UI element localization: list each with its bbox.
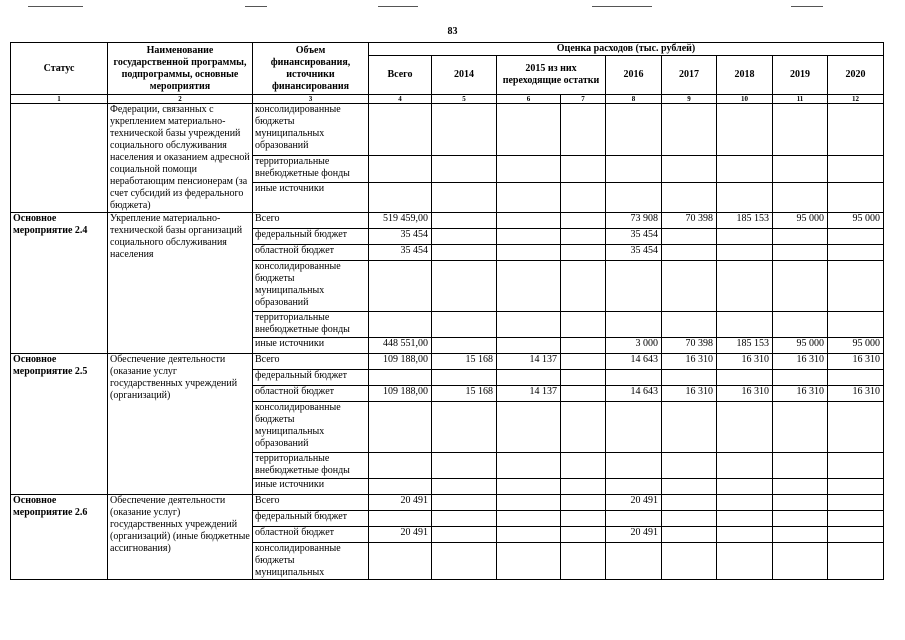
header-2015: 2015 из них переходящие остатки	[497, 56, 606, 95]
value-cell	[497, 453, 561, 479]
column-number: 12	[828, 95, 884, 104]
value-cell	[497, 527, 561, 543]
value-cell	[773, 527, 828, 543]
value-cell	[432, 527, 497, 543]
value-cell	[828, 182, 884, 212]
value-cell: 35 454	[606, 245, 662, 261]
value-cell: 70 398	[662, 338, 717, 354]
activity-name-cell: Укрепление материально-технической базы организаций социального обслуживания населения	[108, 213, 253, 354]
value-cell	[606, 261, 662, 312]
value-cell: 15 168	[432, 354, 497, 370]
value-cell	[561, 402, 606, 453]
value-cell	[561, 104, 606, 156]
value-cell: 70 398	[662, 213, 717, 229]
budget-table	[10, 42, 884, 580]
scan-line	[592, 6, 652, 7]
value-cell: 20 491	[606, 527, 662, 543]
value-cell: 35 454	[369, 245, 432, 261]
value-cell	[369, 453, 432, 479]
value-cell	[432, 453, 497, 479]
value-cell: 185 153	[717, 338, 773, 354]
funding-source-cell: территориальные внебюджетные фонды	[253, 312, 369, 338]
value-cell	[561, 511, 606, 527]
funding-source-cell: консолидированные бюджеты муниципальных	[253, 543, 369, 580]
value-cell	[662, 543, 717, 580]
table-row	[11, 213, 884, 229]
value-cell	[773, 245, 828, 261]
value-cell	[561, 245, 606, 261]
value-cell	[773, 453, 828, 479]
scan-line	[378, 6, 418, 7]
column-number: 2	[108, 95, 253, 104]
value-cell: 109 188,00	[369, 354, 432, 370]
value-cell: 35 454	[369, 229, 432, 245]
value-cell: 109 188,00	[369, 386, 432, 402]
status-cell: Основное мероприятие 2.5	[11, 354, 108, 495]
column-number: 5	[432, 95, 497, 104]
value-cell	[717, 479, 773, 495]
value-cell: 14 137	[497, 354, 561, 370]
value-cell: 16 310	[828, 354, 884, 370]
value-cell: 16 310	[773, 386, 828, 402]
value-cell	[432, 479, 497, 495]
column-number-row	[11, 95, 884, 104]
value-cell	[773, 370, 828, 386]
header-estimate: Оценка расходов (тыс. рублей)	[369, 43, 884, 56]
value-cell	[432, 543, 497, 580]
value-cell	[773, 402, 828, 453]
value-cell	[497, 213, 561, 229]
column-number: 8	[606, 95, 662, 104]
value-cell	[561, 527, 606, 543]
value-cell	[561, 213, 606, 229]
value-cell	[828, 453, 884, 479]
value-cell	[717, 402, 773, 453]
value-cell	[369, 479, 432, 495]
value-cell	[369, 370, 432, 386]
value-cell: 16 310	[773, 354, 828, 370]
value-cell	[828, 229, 884, 245]
value-cell	[606, 479, 662, 495]
value-cell	[828, 527, 884, 543]
value-cell	[828, 495, 884, 511]
value-cell	[497, 261, 561, 312]
value-cell	[432, 182, 497, 212]
value-cell	[497, 338, 561, 354]
value-cell	[432, 495, 497, 511]
funding-source-cell: консолидированные бюджеты муниципальных образований	[253, 104, 369, 156]
header-volume: Объем финансирования, источники финансирования	[253, 43, 369, 95]
funding-source-cell: областной бюджет	[253, 527, 369, 543]
value-cell: 95 000	[828, 338, 884, 354]
value-cell	[828, 312, 884, 338]
value-cell	[369, 104, 432, 156]
value-cell	[828, 370, 884, 386]
value-cell: 20 491	[369, 527, 432, 543]
value-cell	[662, 261, 717, 312]
header-2017: 2017	[662, 56, 717, 95]
value-cell	[497, 511, 561, 527]
value-cell	[432, 245, 497, 261]
value-cell: 448 551,00	[369, 338, 432, 354]
value-cell	[369, 511, 432, 527]
column-number: 1	[11, 95, 108, 104]
funding-source-cell: территориальные внебюджетные фонды	[253, 155, 369, 182]
value-cell	[497, 155, 561, 182]
value-cell	[828, 511, 884, 527]
value-cell	[828, 479, 884, 495]
value-cell	[773, 479, 828, 495]
value-cell	[773, 229, 828, 245]
value-cell	[497, 245, 561, 261]
value-cell	[369, 312, 432, 338]
scan-line	[28, 6, 83, 7]
value-cell	[497, 370, 561, 386]
funding-source-cell: консолидированные бюджеты муниципальных образований	[253, 261, 369, 312]
value-cell: 73 908	[606, 213, 662, 229]
value-cell: 16 310	[662, 386, 717, 402]
value-cell	[828, 543, 884, 580]
header-2020: 2020	[828, 56, 884, 95]
value-cell	[717, 543, 773, 580]
value-cell: 519 459,00	[369, 213, 432, 229]
status-cell	[11, 104, 108, 213]
header-2016: 2016	[606, 56, 662, 95]
funding-source-cell: Всего	[253, 354, 369, 370]
column-number: 3	[253, 95, 369, 104]
value-cell	[662, 229, 717, 245]
value-cell	[497, 229, 561, 245]
value-cell	[717, 495, 773, 511]
value-cell: 95 000	[773, 213, 828, 229]
value-cell	[662, 527, 717, 543]
value-cell	[717, 453, 773, 479]
column-number: 11	[773, 95, 828, 104]
value-cell	[662, 370, 717, 386]
value-cell	[369, 261, 432, 312]
value-cell	[828, 155, 884, 182]
header-status: Статус	[11, 43, 108, 95]
value-cell	[606, 370, 662, 386]
value-cell	[828, 245, 884, 261]
funding-source-cell: Всего	[253, 495, 369, 511]
value-cell	[717, 527, 773, 543]
value-cell: 35 454	[606, 229, 662, 245]
value-cell	[662, 402, 717, 453]
value-cell	[717, 104, 773, 156]
value-cell: 14 643	[606, 386, 662, 402]
value-cell	[717, 155, 773, 182]
value-cell	[662, 479, 717, 495]
header-2019: 2019	[773, 56, 828, 95]
value-cell	[497, 495, 561, 511]
value-cell	[606, 543, 662, 580]
value-cell	[662, 495, 717, 511]
value-cell	[561, 370, 606, 386]
value-cell	[369, 182, 432, 212]
value-cell	[717, 245, 773, 261]
header-total: Всего	[369, 56, 432, 95]
funding-source-cell: Всего	[253, 213, 369, 229]
table-row	[11, 495, 884, 511]
funding-source-cell: иные источники	[253, 479, 369, 495]
funding-source-cell: федеральный бюджет	[253, 511, 369, 527]
value-cell	[717, 182, 773, 212]
value-cell	[561, 338, 606, 354]
value-cell	[432, 229, 497, 245]
value-cell	[717, 229, 773, 245]
value-cell	[662, 104, 717, 156]
value-cell	[773, 104, 828, 156]
value-cell	[828, 104, 884, 156]
value-cell	[497, 479, 561, 495]
value-cell	[561, 354, 606, 370]
value-cell	[432, 213, 497, 229]
column-number: 9	[662, 95, 717, 104]
value-cell	[369, 155, 432, 182]
value-cell	[432, 338, 497, 354]
value-cell	[717, 511, 773, 527]
value-cell	[717, 370, 773, 386]
funding-source-cell: федеральный бюджет	[253, 370, 369, 386]
header-2014: 2014	[432, 56, 497, 95]
value-cell: 95 000	[773, 338, 828, 354]
value-cell: 16 310	[717, 354, 773, 370]
value-cell: 3 000	[606, 338, 662, 354]
value-cell	[561, 155, 606, 182]
value-cell	[773, 495, 828, 511]
funding-source-cell: иные источники	[253, 182, 369, 212]
value-cell: 15 168	[432, 386, 497, 402]
value-cell	[561, 453, 606, 479]
value-cell	[432, 261, 497, 312]
funding-source-cell: иные источники	[253, 338, 369, 354]
value-cell	[773, 261, 828, 312]
value-cell	[828, 261, 884, 312]
scan-line	[245, 6, 267, 7]
value-cell: 16 310	[662, 354, 717, 370]
value-cell	[561, 229, 606, 245]
value-cell	[662, 245, 717, 261]
table-row	[11, 354, 884, 370]
value-cell	[606, 453, 662, 479]
value-cell	[497, 543, 561, 580]
value-cell	[606, 155, 662, 182]
value-cell	[606, 511, 662, 527]
value-cell	[717, 312, 773, 338]
value-cell	[773, 182, 828, 212]
activity-name-cell: Обеспечение деятельности (оказание услуг государственных учреждений (организаций)	[108, 354, 253, 495]
value-cell	[432, 370, 497, 386]
value-cell	[773, 543, 828, 580]
column-number: 10	[717, 95, 773, 104]
value-cell	[369, 543, 432, 580]
value-cell	[773, 312, 828, 338]
funding-source-cell: областной бюджет	[253, 386, 369, 402]
value-cell	[432, 312, 497, 338]
value-cell: 20 491	[606, 495, 662, 511]
status-cell: Основное мероприятие 2.6	[11, 495, 108, 580]
value-cell: 16 310	[828, 386, 884, 402]
value-cell	[717, 261, 773, 312]
value-cell	[432, 155, 497, 182]
value-cell: 95 000	[828, 213, 884, 229]
column-number: 4	[369, 95, 432, 104]
value-cell	[606, 104, 662, 156]
value-cell	[497, 402, 561, 453]
value-cell	[561, 479, 606, 495]
value-cell	[773, 155, 828, 182]
value-cell	[561, 312, 606, 338]
table-row	[11, 104, 884, 156]
activity-name-cell: Обеспечение деятельности (оказание услуг) государственных учреждений (организаций) (иные бюджетные ассигнования)	[108, 495, 253, 580]
value-cell	[606, 402, 662, 453]
value-cell	[432, 104, 497, 156]
value-cell	[561, 261, 606, 312]
value-cell	[606, 182, 662, 212]
value-cell	[497, 104, 561, 156]
value-cell	[662, 453, 717, 479]
header-2018: 2018	[717, 56, 773, 95]
page-number: 83	[447, 26, 458, 37]
value-cell	[497, 182, 561, 212]
status-cell: Основное мероприятие 2.4	[11, 213, 108, 354]
value-cell	[369, 402, 432, 453]
value-cell: 20 491	[369, 495, 432, 511]
value-cell: 185 153	[717, 213, 773, 229]
funding-source-cell: территориальные внебюджетные фонды	[253, 453, 369, 479]
funding-source-cell: областной бюджет	[253, 245, 369, 261]
value-cell	[662, 155, 717, 182]
value-cell	[773, 511, 828, 527]
value-cell: 14 137	[497, 386, 561, 402]
column-number: 6	[497, 95, 561, 104]
value-cell	[432, 511, 497, 527]
value-cell	[662, 312, 717, 338]
value-cell	[662, 511, 717, 527]
value-cell	[828, 402, 884, 453]
funding-source-cell: консолидированные бюджеты муниципальных образований	[253, 402, 369, 453]
value-cell	[561, 182, 606, 212]
value-cell	[561, 386, 606, 402]
header-name: Наименование государственной программы, подпрограммы, основные мероприятия	[108, 43, 253, 95]
activity-name-cell: Федерации, связанных с укреплением материально-технической базы учреждений социального обслуживания населения и оказанием адресной социальной помощи неработающим пенсионерам (за счет субсидий из федерального бюджета)	[108, 104, 253, 213]
value-cell	[561, 495, 606, 511]
column-number: 7	[561, 95, 606, 104]
scan-line	[791, 6, 823, 7]
value-cell	[497, 312, 561, 338]
funding-source-cell: федеральный бюджет	[253, 229, 369, 245]
value-cell: 16 310	[717, 386, 773, 402]
value-cell	[606, 312, 662, 338]
value-cell	[432, 402, 497, 453]
value-cell	[662, 182, 717, 212]
value-cell: 14 643	[606, 354, 662, 370]
value-cell	[561, 543, 606, 580]
